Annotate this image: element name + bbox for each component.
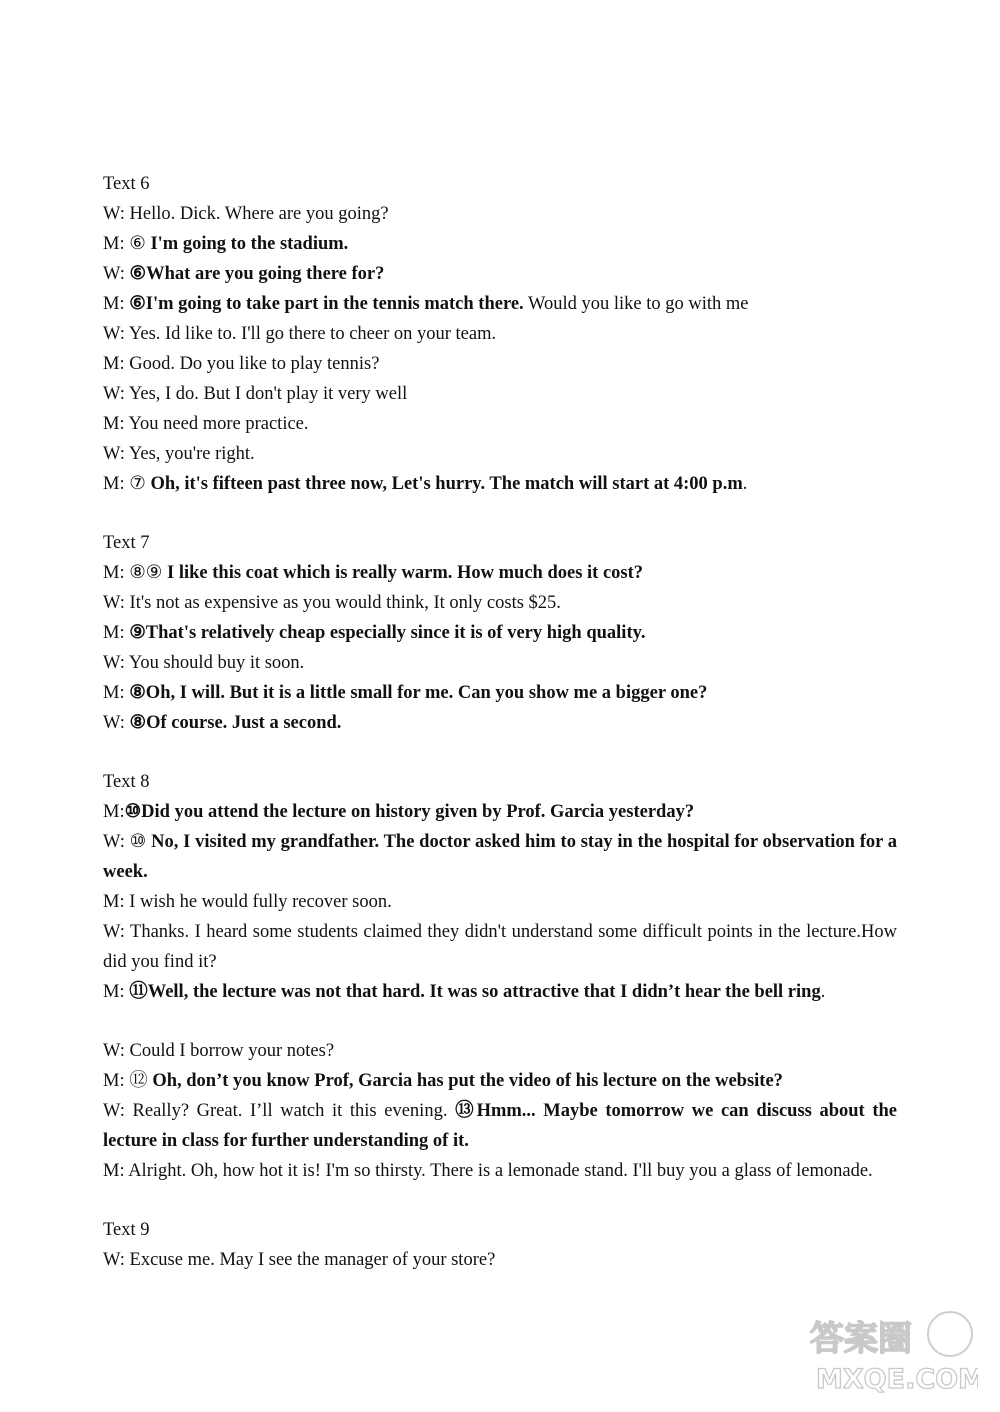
watermark-url: MXQE.COM: [816, 1364, 978, 1394]
text8-para9: M: Alright. Oh, how hot it is! I'm so thirsty. There is a lemonade stand. I'll buy you a glass of lemonade.: [103, 1161, 873, 1181]
text7-line6: W: ⑧Of course. Just a second.: [103, 713, 342, 733]
text8-heading: Text 8: [103, 772, 150, 792]
text7-line3: M: ⑨That's relatively cheap especially since it is of very high quality.: [103, 623, 646, 643]
text6-line6: M: Good. Do you like to play tennis?: [103, 354, 380, 374]
text8-line3: M: I wish he would fully recover soon.: [103, 892, 392, 912]
text6-line4: M: ⑥I'm going to take part in the tennis match there. Would you like to go with me: [103, 294, 749, 314]
text8-para4: W: Thanks. I heard some students claimed they didn't understand some difficult points in the lecture.How did you find it?: [103, 922, 897, 972]
text8-line6: W: Could I borrow your notes?: [103, 1041, 335, 1061]
text8-para8: W: Really? Great. I’ll watch it this evening. ⑬Hmm... Maybe tomorrow we can discuss about the lecture in class for further understanding of it.: [103, 1101, 897, 1151]
text6-line10: M: ⑦ Oh, it's fifteen past three now, Let's hurry. The match will start at 4:00 p.m.: [103, 474, 748, 494]
text6-heading: Text 6: [103, 174, 150, 194]
text7-line2: W: It's not as expensive as you would think, It only costs $25.: [103, 593, 561, 613]
text7-line5: M: ⑧Oh, I will. But it is a little small for me. Can you show me a bigger one?: [103, 683, 708, 703]
text8-para2: W: ⑩ No, I visited my grandfather. The doctor asked him to stay in the hospital for observation for a week.: [103, 832, 898, 882]
text7-line4: W: You should buy it soon.: [103, 653, 305, 673]
text9-line1: W: Excuse me. May I see the manager of your store?: [103, 1250, 496, 1270]
text8-line1: M:⑩Did you attend the lecture on history given by Prof. Garcia yesterday?: [103, 802, 695, 822]
text8-line7: M: ⑫ Oh, don’t you know Prof, Garcia has put the video of his lecture on the website?: [103, 1071, 783, 1091]
text7-heading: Text 7: [103, 533, 150, 553]
text6-line1: W: Hello. Dick. Where are you going?: [103, 204, 389, 224]
text6-line2: M: ⑥ I'm going to the stadium.: [103, 234, 349, 254]
text6-line9: W: Yes, you're right.: [103, 444, 255, 464]
text6-line8: M: You need more practice.: [103, 414, 309, 434]
text7-line1: M: ⑧⑨ I like this coat which is really warm. How much does it cost?: [103, 563, 644, 583]
text9-heading: Text 9: [103, 1220, 150, 1240]
text8-para5: M: ⑪Well, the lecture was not that hard. It was so attractive that I didn’t hear the bell ring.: [103, 982, 826, 1002]
watermark-chinese: 答案圈: [810, 1319, 912, 1359]
text6-line7: W: Yes, I do. But I don't play it very well: [103, 384, 408, 404]
text6-line3: W: ⑥What are you going there for?: [103, 264, 385, 284]
watermark-logo: [808, 1308, 978, 1394]
text6-line5: W: Yes. Id like to. I'll go there to cheer on your team.: [103, 324, 497, 344]
